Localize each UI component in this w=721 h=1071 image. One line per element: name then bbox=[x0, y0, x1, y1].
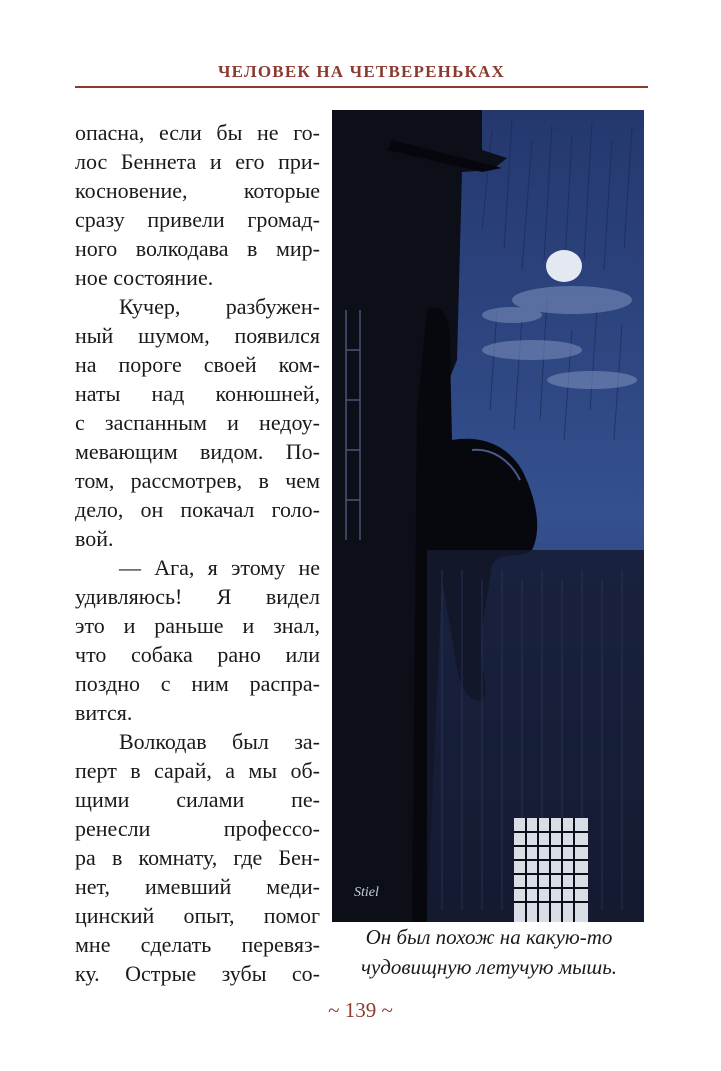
text-line: мевающим видом. По- bbox=[75, 439, 320, 464]
text-line: мне сделать перевяз- bbox=[75, 932, 320, 957]
text-line: Кучер, разбужен- bbox=[119, 294, 320, 319]
text-line: дело, он покачал голо- bbox=[75, 497, 320, 522]
text-line: что собака рано или bbox=[75, 642, 320, 667]
text-line: ный шумом, появился bbox=[75, 323, 320, 348]
night-illustration bbox=[332, 110, 644, 922]
caption-line-1: Он был похож на какую-то bbox=[365, 925, 613, 949]
text-line: вой. bbox=[75, 526, 114, 551]
illustration-caption bbox=[330, 922, 648, 982]
text-line: вится. bbox=[75, 700, 133, 725]
text-line: наты над конюшней, bbox=[75, 381, 320, 406]
moon bbox=[546, 250, 582, 282]
text-line: удивляюсь! Я видел bbox=[75, 584, 320, 609]
text-line: цинский опыт, помог bbox=[75, 903, 320, 928]
header-rule bbox=[75, 86, 648, 88]
lit-window bbox=[514, 818, 588, 922]
text-line: ного волкодава в мир- bbox=[75, 236, 320, 261]
caption-line-2: чудовищную летучую мышь. bbox=[360, 955, 618, 979]
running-head: ЧЕЛОВЕК НА ЧЕТВЕРЕНЬКАХ bbox=[218, 62, 505, 81]
text-line: на пороге своей ком- bbox=[75, 352, 320, 377]
text-line: том, рассмотрев, в чем bbox=[75, 468, 320, 493]
text-line: нет, имевший меди- bbox=[75, 874, 320, 899]
body-text bbox=[75, 118, 320, 988]
text-line: ку. Острые зубы со- bbox=[75, 961, 320, 986]
text-line: сразу привели громад- bbox=[75, 207, 320, 232]
text-line: поздно с ним распра- bbox=[75, 671, 320, 696]
text-line: ное состояние. bbox=[75, 265, 214, 290]
text-line: опасна, если бы не го- bbox=[75, 120, 320, 145]
text-line: Волкодав был за- bbox=[119, 729, 320, 754]
text-line: — Ага, я этому не bbox=[119, 555, 320, 580]
text-line: косновение, которые bbox=[75, 178, 320, 203]
text-line: ра в комнату, где Бен- bbox=[75, 845, 320, 870]
text-line: с заспанным и недоу- bbox=[75, 410, 320, 435]
text-line: это и раньше и знал, bbox=[75, 613, 320, 638]
page-number: ~ 139 ~ bbox=[328, 998, 393, 1022]
text-line: лос Беннета и его при- bbox=[75, 149, 320, 174]
text-line: ренесли профессо- bbox=[75, 816, 320, 841]
artist-signature: Stiel bbox=[354, 885, 379, 900]
text-line: щими силами пе- bbox=[75, 787, 320, 812]
text-line: перт в сарай, а мы об- bbox=[75, 758, 320, 783]
